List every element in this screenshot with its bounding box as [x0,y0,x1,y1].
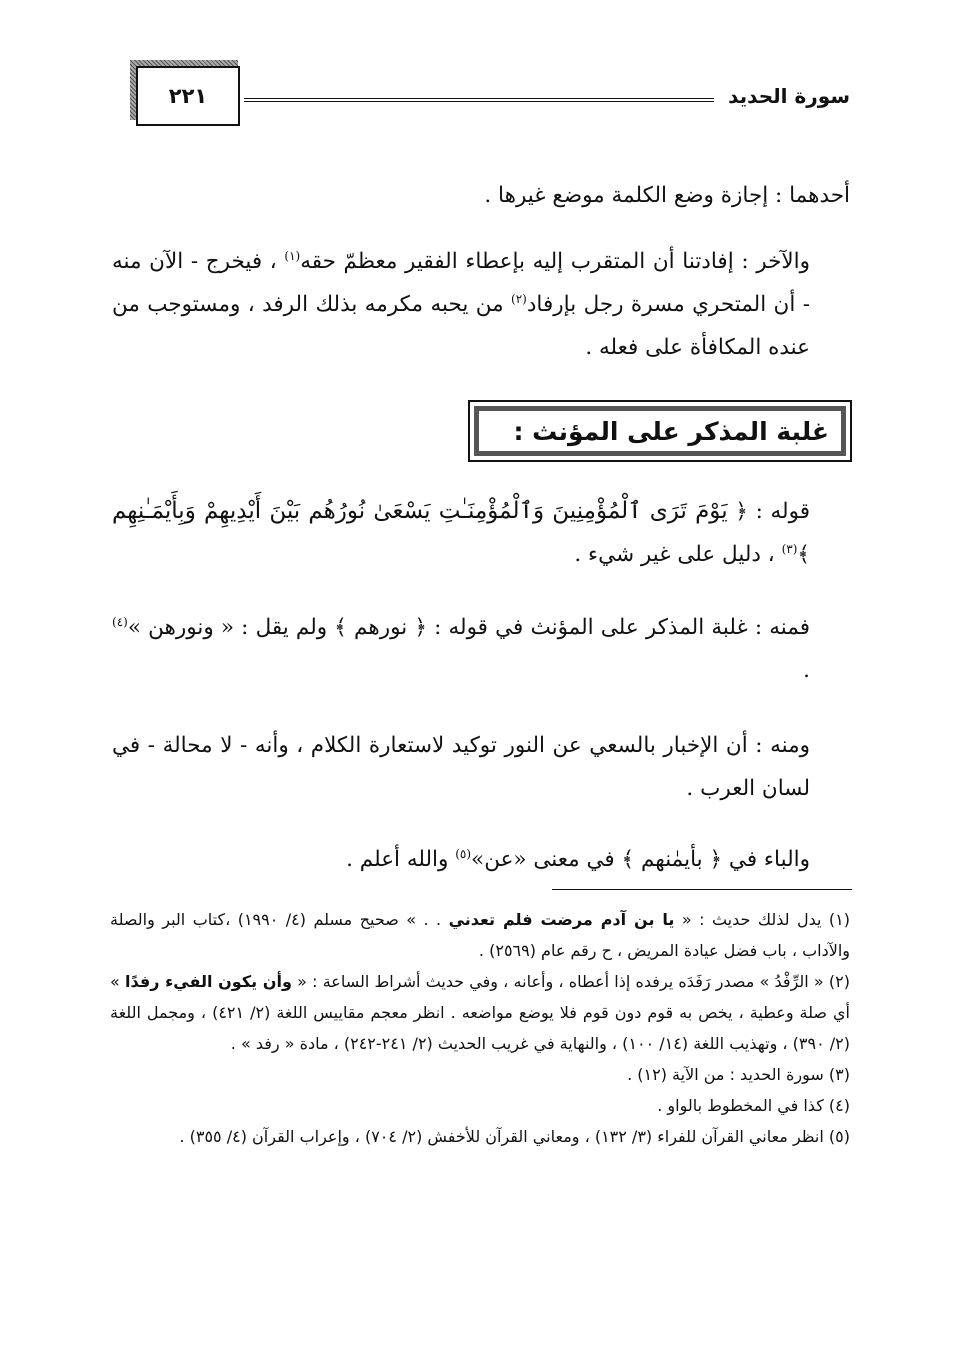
footnotes [110,904,850,1152]
paragraph-5 [112,724,850,810]
footnote-hadith-quote: وأن يكون الفيء رفدًا [125,972,292,991]
paragraph-2 [112,240,850,369]
section-heading: غلبة المذكر على المؤنث : [474,406,846,456]
footnote-4 [110,1090,850,1121]
paragraph-text: قوله : ﴿ [727,499,810,524]
paragraph-text: . [803,658,810,683]
footnote-number: (١) [828,910,851,929]
footnote-separator [552,889,852,890]
header-rule [244,98,714,99]
footnote-ref: (٤) [112,614,128,629]
footnote-number: (٢) [828,972,851,991]
footnote-number: (٥) [828,1127,850,1146]
footnote-5 [110,1121,850,1152]
footnote-text: كذا في المخطوط بالواو . [657,1096,829,1115]
footnote-text: « الرِّفْدُ » مصدر رَفَدَه يرفده إذا أعطاه ، وأعانه ، وفي حديث أشراط الساعة : « [291,972,829,991]
paragraph-4 [112,606,850,692]
footnote-text: انظر معاني القرآن للفراء (٣/ ١٣٢) ، ومعاني القرآن للأخفش (٢/ ٧٠٤) ، وإعراب القرآن (٤/ ٣٥٥) . [179,1127,829,1146]
footnote-ref: (٥) [455,846,472,861]
footnote-text: سورة الحديد : من الآية (١٢) . [627,1065,829,1084]
footnote-text: » أي صلة وعطية ، يخص به قوم دون قوم فلا يوضع مواضعه . انظر معجم مقاييس اللغة (٢/ ٤٢١) ، ومجمل اللغة (٢/ ٣٩٠) ، وتهذيب اللغة (١٤/ ١٠٠) ، والنهاية في غريب الحديث (٢/ ٢٤١-٢٤٢) ، مادة « رفد » . [110,972,850,1053]
section-heading-box [468,400,852,462]
paragraph-text: ، فيخرج - الآن منه - أن المتحري مسرة رجل بإرفاد [112,249,810,317]
footnote-ref: (٢) [511,291,527,306]
footnote-ref: (١) [284,248,301,263]
footnote-3 [110,1059,850,1090]
paragraph-text: والباء في ﴿ بأيمٰنهم ﴾ في معنى «عن» [471,847,810,872]
paragraph-6 [112,838,850,881]
footnote-text: يدل لذلك حديث : « [674,910,829,929]
paragraph-text: أحدهما : إجازة وضع الكلمة موضع غيرها . [484,183,850,208]
footnote-hadith-quote: يا بن آدم مرضت فلم تعدني [448,910,675,929]
footnote-number: (٣) [828,1065,850,1084]
paragraph-text: ﴾ [797,542,810,567]
footnote-text: . . » صحيح مسلم (٤/ ١٩٩٠) ،كتاب البر والصلة والآداب ، باب فضل عيادة المريض ، ح رقم عام (٢٥٦٩) . [110,910,850,960]
quran-verse: يَوْمَ تَرَى ٱلْمُؤْمِنِينَ وَٱلْمُؤْمِنَـٰتِ يَسْعَىٰ نُورُهُم بَيْنَ أَيْدِيهِمْ وَبِأَيْمَـٰنِهِم [112,498,728,524]
paragraph-text: ، دليل على غير شيء . [574,542,782,567]
page-number: ٢٢١ [136,66,240,126]
footnote-1 [110,904,850,966]
paragraph-3 [112,490,850,576]
page-header [110,56,850,132]
footnote-number: (٤) [828,1096,850,1115]
paragraph-1 [112,174,850,217]
paragraph-text: والآخر : إفادتنا أن المتقرب إليه بإعطاء الفقير معظمّ حقه [300,249,810,274]
header-rule [244,101,714,102]
paragraph-text: من يحبه مكرمه بذلك الرفد ، ومستوجب من عنده المكافأة على فعله . [112,292,810,360]
paragraph-text: فمنه : غلبة المذكر على المؤنث في قوله : ﴿ نورهم ﴾ ولم يقل : « ونورهن » [127,615,810,640]
footnote-2 [110,966,850,1059]
surah-title: سورة الحديد [728,84,850,108]
footnote-ref: (٣) [781,541,798,556]
paragraph-text: والله أعلم . [346,847,456,872]
paragraph-text: ومنه : أن الإخبار بالسعي عن النور توكيد لاستعارة الكلام ، وأنه - لا محالة - في لسان العرب . [112,733,810,801]
